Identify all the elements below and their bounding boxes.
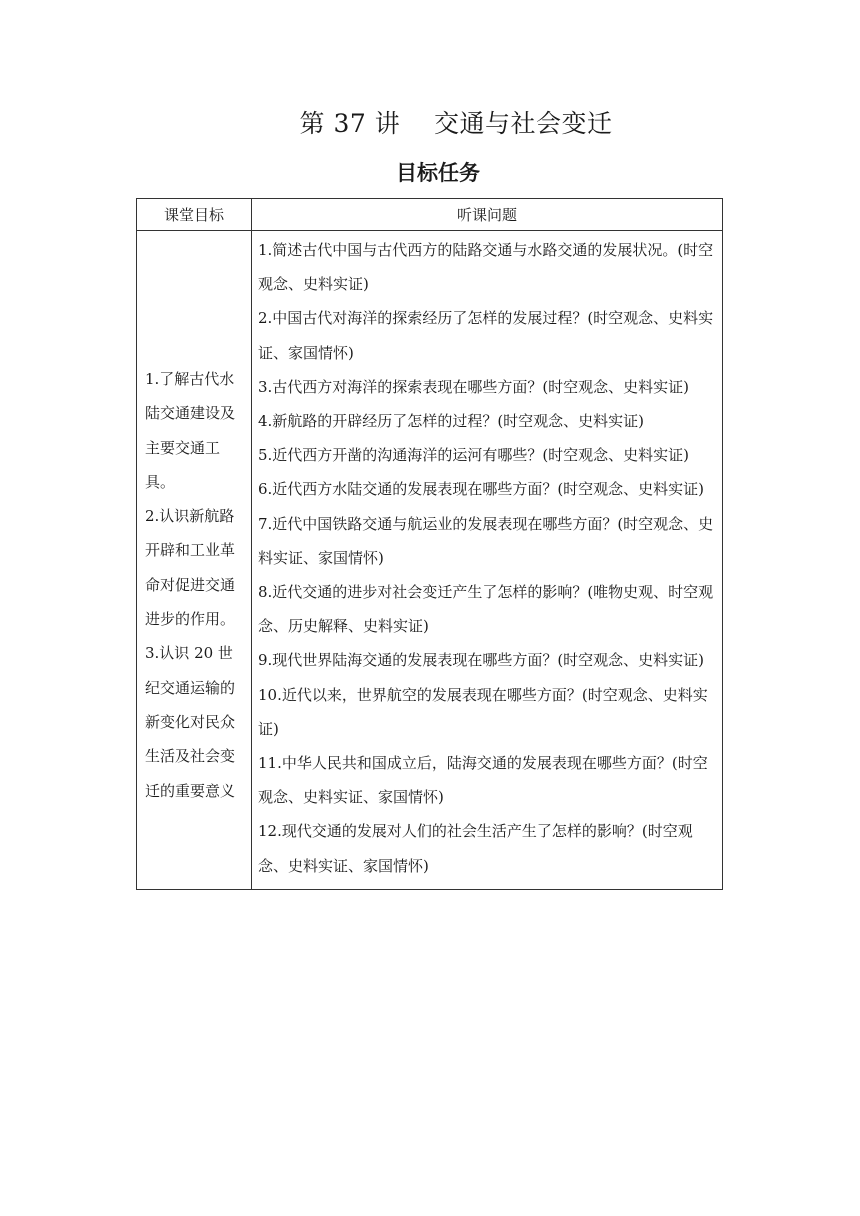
column-header-questions: 听课问题 xyxy=(252,199,723,231)
question-item: 11.中华人民共和国成立后，陆海交通的发展表现在哪些方面？(时空观念、史料实证、家国情怀) xyxy=(258,754,708,807)
table-header-row xyxy=(137,199,723,231)
column-header-goals: 课堂目标 xyxy=(137,199,252,231)
question-item: 6.近代西方水陆交通的发展表现在哪些方面？(时空观念、史料实证) xyxy=(258,480,705,499)
question-item: 8.近代交通的进步对社会变迁产生了怎样的影响？(唯物史观、时空观念、历史解释、史料实证) xyxy=(258,583,714,636)
question-item: 9.现代世界陆海交通的发展表现在哪些方面？(时空观念、史料实证) xyxy=(258,651,705,670)
question-item: 10.近代以来，世界航空的发展表现在哪些方面？(时空观念、史料实证) xyxy=(258,685,708,738)
question-item: 12.现代交通的发展对人们的社会生活产生了怎样的影响？(时空观念、史料实证、家国情怀) xyxy=(258,822,693,875)
section-heading: 目标任务 xyxy=(396,161,480,185)
question-item: 5.近代西方开凿的沟通海洋的运河有哪些？(时空观念、史料实证) xyxy=(258,446,690,465)
question-item: 7.近代中国铁路交通与航运业的发展表现在哪些方面？(时空观念、史料实证、家国情怀) xyxy=(258,514,714,567)
goal-item: 3.认识 20 世纪交通运输的新变化对民众生活及社会变迁的重要意义 xyxy=(145,644,236,800)
question-item: 3.古代西方对海洋的探索表现在哪些方面？(时空观念、史料实证) xyxy=(258,377,690,396)
questions-cell xyxy=(252,231,723,890)
question-item: 4.新航路的开辟经历了怎样的过程？(时空观念、史料实证) xyxy=(258,412,645,431)
goal-item: 2.认识新航路开辟和工业革命对促进交通进步的作用。 xyxy=(145,507,236,629)
goals-cell xyxy=(137,231,252,890)
question-item: 2.中国古代对海洋的探索经历了怎样的发展过程？(时空观念、史料实证、家国情怀) xyxy=(258,309,714,362)
table-row xyxy=(137,231,723,890)
goals-table xyxy=(136,198,723,890)
goal-item: 1.了解古代水陆交通建设及主要交通工具。 xyxy=(145,370,236,491)
question-item: 1.简述古代中国与古代西方的陆路交通与水路交通的发展状况。(时空观念、史料实证) xyxy=(258,241,714,294)
page-title: 第 37 讲 交通与社会变迁 xyxy=(299,109,613,138)
